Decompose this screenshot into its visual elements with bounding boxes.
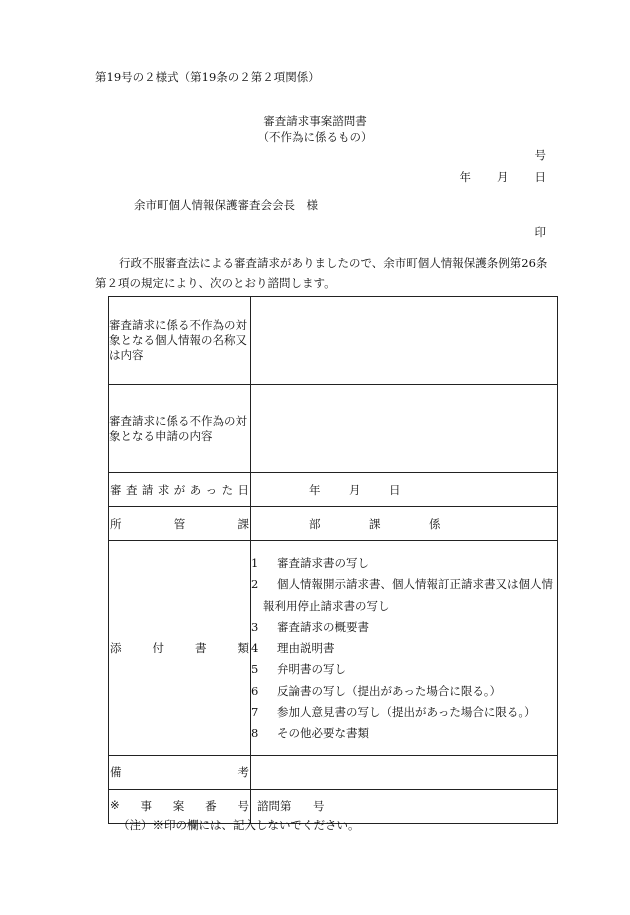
label-char: 審 xyxy=(110,482,122,497)
list-item-number: 7 xyxy=(251,705,259,720)
label-department-chars xyxy=(109,516,250,532)
label-case-number-chars xyxy=(109,798,250,814)
list-item xyxy=(251,702,557,723)
inquiry-prefix: 諮問第 xyxy=(257,799,292,814)
label-char: 案 xyxy=(172,799,185,814)
field-request-date[interactable] xyxy=(251,473,558,507)
dept-kakari: 係 xyxy=(429,516,441,531)
label-char: 請 xyxy=(141,482,154,497)
label-request-date-chars xyxy=(109,482,250,498)
list-item-text: 個人情報開示請求書、個人情報訂正請求書又は個人情報利用停止請求書の写し xyxy=(263,577,553,613)
list-item xyxy=(251,681,557,702)
label-char: 付 xyxy=(152,640,164,655)
label-application-content: 審査請求に係る不作為の対象となる申請の内容 xyxy=(109,385,251,473)
label-char: 事 xyxy=(140,799,152,814)
request-date-day: 日 xyxy=(389,482,401,497)
label-remarks xyxy=(109,755,251,789)
document-subtitle: （不作為に係るもの） xyxy=(257,130,373,144)
label-char: 備 xyxy=(110,765,122,780)
dept-bu: 部 xyxy=(309,516,321,531)
list-item xyxy=(251,574,557,617)
form-number: 第19号の２様式（第19条の２第２項関係） xyxy=(95,70,320,84)
body-text: 行政不服審査法による審査請求がありましたので、余市町個人情報保護条例第26条第２項の規定により、次のとおり諮問します。 xyxy=(95,256,548,290)
label-remarks-chars xyxy=(109,764,250,780)
document-title: 審査請求事案諮問書 xyxy=(263,114,367,128)
table-row xyxy=(109,507,558,541)
list-item-number: 1 xyxy=(251,556,259,570)
footnote: （注）※印の欄には、記入しないでください。 xyxy=(118,818,360,832)
dept-ka: 課 xyxy=(369,516,381,531)
field-remarks[interactable] xyxy=(251,755,558,789)
table-row xyxy=(109,385,558,473)
label-char: 日 xyxy=(237,482,249,497)
list-item-text: 参加人意見書の写し（提出があった場合に限る。） xyxy=(277,705,536,720)
list-item-number: 2 xyxy=(251,577,259,592)
label-personal-info: 審査請求に係る不作為の対象となる個人情報の名称又は内容 xyxy=(109,297,251,385)
date-day: 日 xyxy=(534,170,546,184)
label-request-date xyxy=(109,473,251,507)
label-char: 考 xyxy=(237,765,249,780)
list-item-text: 反論書の写し（提出があった場合に限る。） xyxy=(277,683,502,698)
list-item xyxy=(251,617,557,638)
label-char: 書 xyxy=(195,640,207,655)
label-attachments-chars xyxy=(109,640,250,656)
date-year: 年 xyxy=(459,170,471,184)
list-item-number: 8 xyxy=(251,726,259,741)
field-department[interactable] xyxy=(251,507,558,541)
label-department xyxy=(109,507,251,541)
table-row xyxy=(109,755,558,789)
field-personal-info[interactable] xyxy=(251,297,558,385)
issue-date xyxy=(460,170,547,184)
list-item xyxy=(251,659,557,680)
inquiry-suffix: 号 xyxy=(313,799,325,814)
field-application-content[interactable] xyxy=(251,385,558,473)
list-item-text: 理由説明書 xyxy=(277,641,335,656)
list-item-number: 5 xyxy=(251,662,259,677)
label-char: が xyxy=(173,482,186,497)
list-item-text: その他必要な書類 xyxy=(277,726,369,741)
label-char: 管 xyxy=(173,516,186,531)
date-month: 月 xyxy=(497,170,509,184)
label-char: 所 xyxy=(110,516,122,531)
label-char: あ xyxy=(189,482,202,497)
label-char: っ xyxy=(205,482,218,497)
list-item-text: 弁明書の写し xyxy=(277,662,346,677)
list-item-text: 審査請求の概要書 xyxy=(277,619,369,634)
number-mark: 号 xyxy=(534,148,546,162)
list-item-number: 3 xyxy=(251,619,259,634)
request-date-month: 月 xyxy=(349,482,361,497)
list-item xyxy=(251,553,557,574)
attachment-list xyxy=(251,541,557,755)
label-char: た xyxy=(221,482,234,497)
label-char: ※ xyxy=(110,798,120,813)
label-char: 課 xyxy=(237,516,249,531)
label-char: 番 xyxy=(205,799,217,814)
field-attachments xyxy=(251,541,558,756)
list-item xyxy=(251,723,557,744)
label-char: 号 xyxy=(237,799,249,814)
label-char: 添 xyxy=(110,640,122,655)
list-item-number: 4 xyxy=(251,641,259,656)
label-attachments xyxy=(109,541,251,756)
label-char: 類 xyxy=(237,640,249,655)
label-char: 査 xyxy=(125,482,138,497)
request-date-year: 年 xyxy=(309,482,321,497)
inquiry-form-table xyxy=(108,296,558,824)
table-row xyxy=(109,541,558,756)
seal-mark: 印 xyxy=(534,225,546,239)
list-item-text: 審査請求書の写し xyxy=(277,556,369,570)
addressee: 余市町個人情報保護審査会会長 様 xyxy=(134,198,318,212)
list-item-number: 6 xyxy=(251,683,259,698)
list-item xyxy=(251,638,557,659)
table-row xyxy=(109,297,558,385)
label-char: 求 xyxy=(157,482,170,497)
table-row xyxy=(109,473,558,507)
